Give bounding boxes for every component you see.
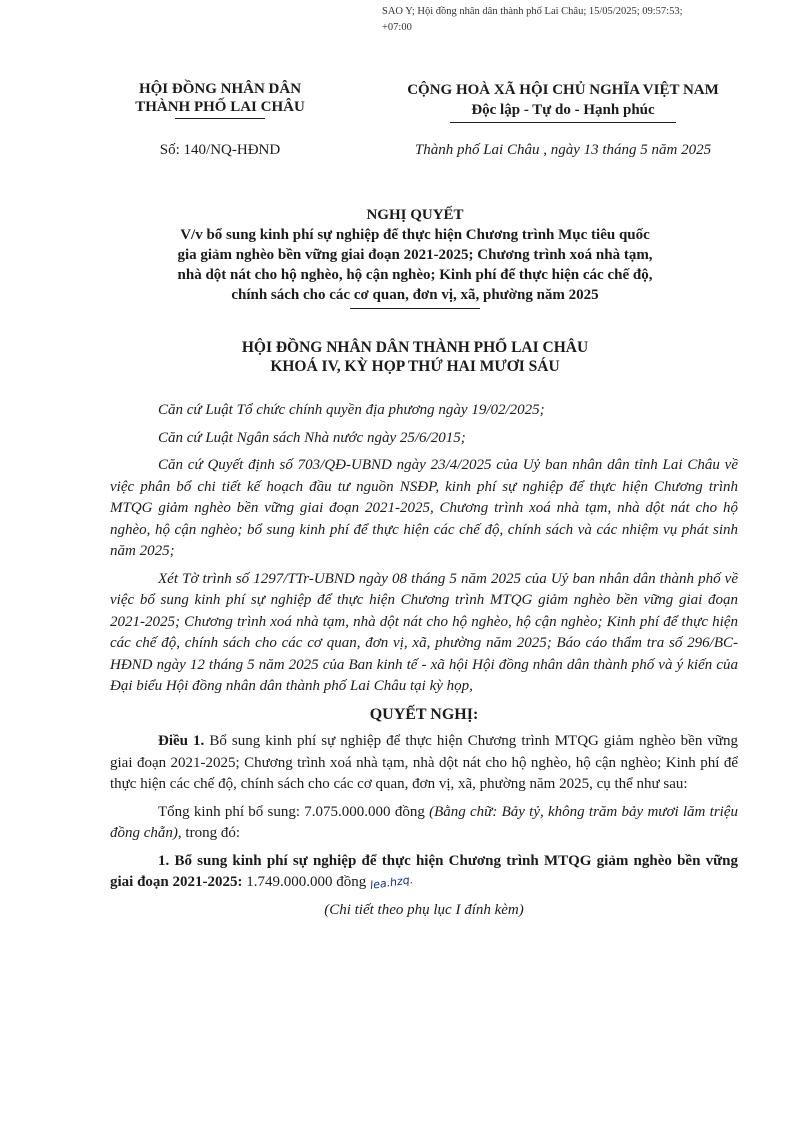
subject-line-4: chính sách cho các cơ quan, đơn vị, xã, phường năm 2025 <box>231 287 599 303</box>
resolution-body <box>110 400 738 927</box>
total-in-words: (Bằng chữ: Bảy tỷ, không trăm bảy mươi lăm triệu đồng chẵn) <box>110 803 738 841</box>
council-line-1: HỘI ĐỒNG NHÂN DÂN THÀNH PHỐ LAI CHÂU <box>241 339 589 356</box>
appendix-note: (Chi tiết theo phụ lục I đính kèm) <box>324 901 524 918</box>
stamp-line-2: +07:00 <box>382 22 412 33</box>
stamp-line-1: SAO Y; Hội đồng nhân dân thành phố Lai Châu; 15/05/2025; 09:57:53; <box>382 6 683 17</box>
article-1 <box>110 731 738 796</box>
council-heading <box>90 338 740 376</box>
authority-line-1: HỘI ĐỒNG NHÂN DÂN <box>138 81 302 97</box>
subject-line-1: V/v bổ sung kinh phí sự nghiệp để thực hiện Chương trình Mục tiêu quốc <box>180 227 650 243</box>
motto-wrap <box>450 100 676 123</box>
national-motto: Độc lập - Tự do - Hạnh phúc <box>471 102 655 118</box>
subject-line-2: gia giảm nghèo bền vững giai đoạn 2021-2025; Chương trình xoá nhà tạm, <box>177 247 653 263</box>
document-number: Số: 140/NQ-HĐND <box>159 142 281 158</box>
legal-basis-4: Xét Tờ trình số 1297/TTr-UBND ngày 08 tháng 5 năm 2025 của Uỷ ban nhân dân thành phố về việc bổ sung kinh phí sự nghiệp để thực hiện Chương trình MTQG giảm nghèo bền vững giai đoạn 2021-2025; Chương trình xoá nhà tạm, nhà dột nát cho hộ nghèo, hộ cận nghèo; Kinh phí để thực hiện các chế độ, chính sách cho các cơ quan, đơn vị, xã, phường năm 2025; Báo cáo thẩm tra số 296/BC-HĐND ngày 12 tháng 5 năm 2025 của Ban kinh tế - xã hội Hội đồng nhân dân thành phố và ý kiến của Đại biểu Hội đồng nhân dân thành phố Lai Châu tại kỳ họp, <box>110 570 738 694</box>
document-type-heading: NGHỊ QUYẾT <box>366 207 464 223</box>
handwritten-initials: lea.hzq. <box>369 873 415 892</box>
national-title: CỘNG HOÀ XÃ HỘI CHỦ NGHĨA VIỆT NAM <box>407 82 719 98</box>
item-1-amount: 1.749.000.000 đồng <box>242 874 367 890</box>
total-funding <box>110 802 738 845</box>
legal-basis-3: Căn cứ Quyết định số 703/QĐ-UBND ngày 23/4/2025 của Uỷ ban nhân dân tỉnh Lai Châu về việc phân bổ chi tiết kế hoạch đầu tư nguồn NSĐP, kinh phí sự nghiệp để thực hiện Chương trình MTQG giảm nghèo bền vững giai đoạn 2021-2025, Chương trình xoá nhà tạm, nhà dột nát cho hộ nghèo, hộ cận nghèo; bổ sung kinh phí để thực hiện các chế độ, chính sách và các nhiệm vụ phát sinh năm 2025; <box>110 457 738 559</box>
item-1-label: 1. Bổ sung kinh phí sự nghiệp để thực hiện Chương trình MTQG giảm nghèo bền vững giai đoạn 2021-2025: <box>110 852 738 890</box>
total-funding-text: Tổng kinh phí bổ sung: 7.075.000.000 đồng <box>158 803 430 820</box>
article-1-text: Bổ sung kinh phí sự nghiệp để thực hiện Chương trình MTQG giảm nghèo bền vững giai đoạn 2021-2025; Chương trình xoá nhà tạm, nhà dột nát cho hộ nghèo, hộ cận nghèo; Kinh phí để thực hiện các chế độ, chính sách cho các cơ quan, đơn vị, xã, phường năm 2025, cụ thể như sau: <box>110 733 738 792</box>
decision-heading: QUYẾT NGHỊ: <box>369 705 479 723</box>
national-header <box>348 80 778 123</box>
motto-underline <box>450 122 676 123</box>
digital-copy-stamp <box>382 4 782 36</box>
document-title-block <box>90 205 740 309</box>
issuing-authority <box>110 80 330 119</box>
item-1 <box>110 851 738 894</box>
subject-line-3: nhà dột nát cho hộ nghèo, hộ cận nghèo; Kinh phí để thực hiện các chế độ, <box>177 267 653 283</box>
authority-line-2-wrap <box>135 98 305 119</box>
article-1-label: Điều 1. <box>158 733 205 749</box>
place-and-date: Thành phố Lai Châu , ngày 13 tháng 5 năm 2025 <box>414 142 712 158</box>
authority-line-2: THÀNH PHỐ LAI CHÂU <box>135 99 305 115</box>
authority-underline <box>175 118 265 119</box>
legal-basis-2: Căn cứ Luật Ngân sách Nhà nước ngày 25/6/2015; <box>158 429 466 446</box>
legal-basis-1: Căn cứ Luật Tổ chức chính quyền địa phương ngày 19/02/2025; <box>158 402 545 418</box>
title-underline <box>350 308 480 309</box>
total-tail: , trong đó: <box>177 825 240 841</box>
council-line-2: KHOÁ IV, KỲ HỌP THỨ HAI MƯƠI SÁU <box>270 358 560 375</box>
